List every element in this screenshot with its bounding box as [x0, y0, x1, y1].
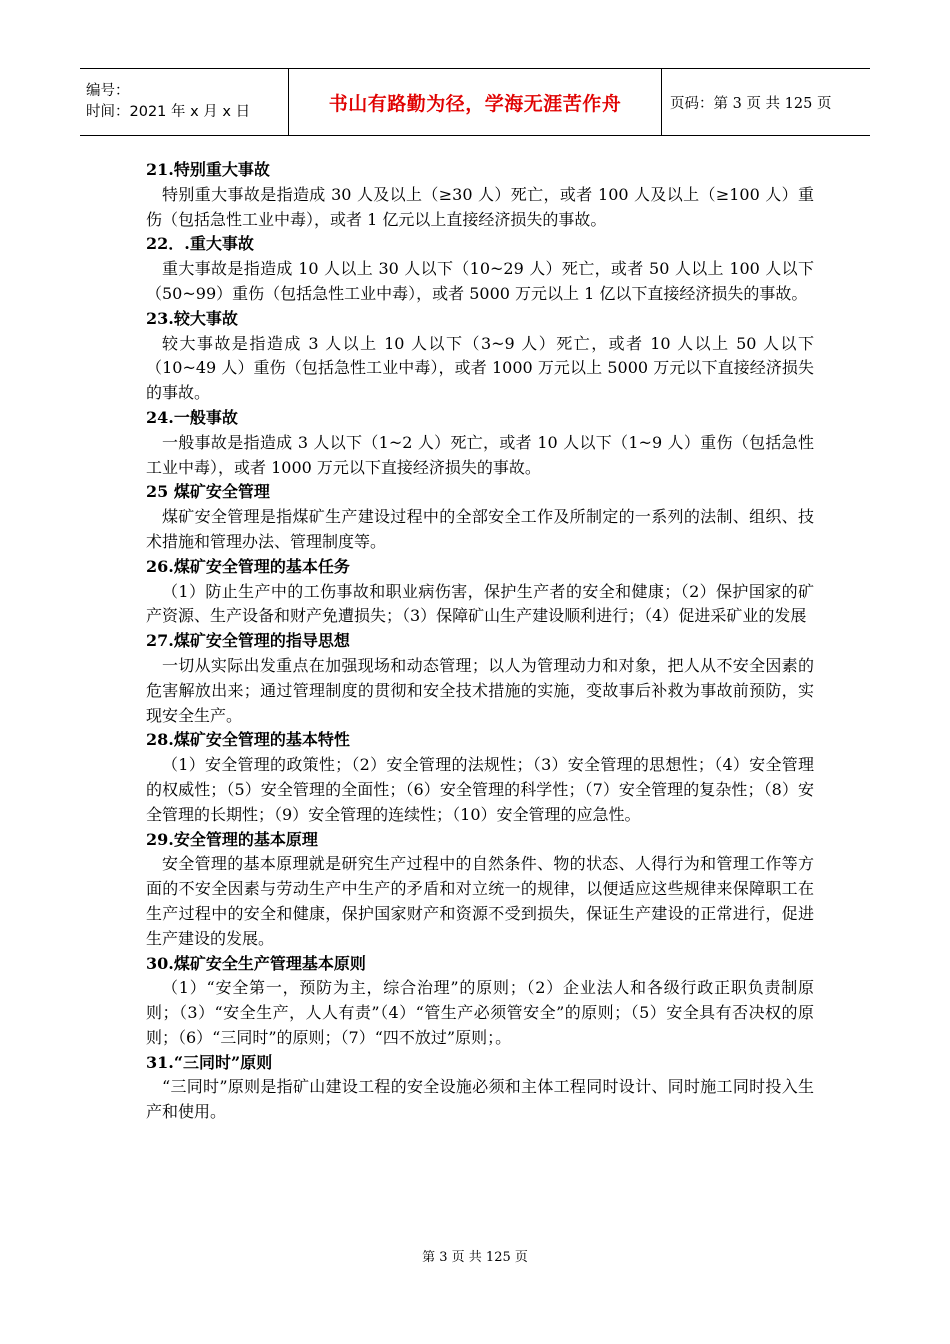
section: [146, 406, 814, 480]
header-motto-cell: [289, 69, 662, 136]
section: [146, 828, 814, 952]
section-body: （1）防止生产中的工伤事故和职业病伤害，保护生产者的安全和健康；（2）保护国家的矿产资源、生产设备和财产免遭损失；（3）保障矿山生产建设顺利进行；（4）促进采矿业的发展: [146, 581, 814, 626]
section: [146, 728, 814, 827]
section-body: “三同时”原则是指矿山建设工程的安全设施必须和主体工程同时设计、同时施工同时投入生产和使用。: [146, 1077, 814, 1122]
section: [146, 480, 814, 554]
section-heading: 28.煤矿安全管理的基本特性: [146, 730, 350, 750]
section-body: 特别重大事故是指造成 30 人及以上（≥30 人）死亡，或者 100 人及以上（≥100 人）重伤（包括急性工业中毒），或者 1 亿元以上直接经济损失的事故。: [146, 184, 814, 229]
section: [146, 232, 814, 306]
document-date: 时间：2021 年 x 月 x 日: [86, 104, 251, 120]
header-meta: [80, 69, 289, 136]
section-body: 煤矿安全管理是指煤矿生产建设过程中的全部安全工作及所制定的一系列的法制、组织、技术措施和管理办法、管理制度等。: [146, 507, 814, 551]
section-heading: 23.较大事故: [146, 308, 238, 328]
section: [146, 629, 814, 728]
section-body: （1）“安全第一，预防为主，综合治理”的原则；（2）企业法人和各级行政正职负责制原则；（3）“安全生产，人人有责”（4）“管生产必须管安全”的原则；（5）安全具有否决权的原则；（6）“三同时”的原则；（7）“四不放过”原则；。: [146, 978, 814, 1047]
section-body: 一切从实际出发重点在加强现场和动态管理；以人为管理动力和对象，把人从不安全因素的危害解放出来；通过管理制度的贯彻和安全技术措施的实施，变故事后补救为事故前预防，实现安全生产。: [146, 655, 814, 725]
section-heading: 31.“三同时”原则: [146, 1052, 273, 1072]
section-heading: 27.煤矿安全管理的指导思想: [146, 631, 350, 651]
section-body: 较大事故是指造成 3 人以上 10 人以下（3~9 人）死亡，或者 10 人以上 50 人以下（10~49 人）重伤（包括急性工业中毒），或者 1000 万元以上 5000 万元以下直接经济损失的事故。: [146, 333, 814, 403]
document-header: [80, 68, 870, 136]
section-heading: 21.特别重大事故: [146, 160, 270, 179]
header-motto: 书山有路勤为径，学海无涯苦作舟: [328, 92, 622, 115]
section-heading: 26.煤矿安全管理的基本任务: [146, 556, 350, 576]
section-body: 重大事故是指造成 10 人以上 30 人以下（10~29 人）死亡，或者 50 人以上 100 人以下（50~99）重伤（包括急性工业中毒），或者 5000 万元以上 1 亿以下直接经济损失的事故。: [146, 259, 814, 303]
document-body: [146, 158, 814, 1125]
section: [146, 307, 814, 406]
section-heading: 25 煤矿安全管理: [146, 482, 270, 502]
section: [146, 1051, 814, 1125]
section-body: （1）安全管理的政策性；（2）安全管理的法规性；（3）安全管理的思想性；（4）安全管理的权威性；（5）安全管理的全面性；（6）安全管理的科学性；（7）安全管理的复杂性；（8）安全管理的长期性；（9）安全管理的连续性；（10）安全管理的应急性。: [146, 755, 814, 824]
section: [146, 555, 814, 629]
section-body: 安全管理的基本原理就是研究生产过程中的自然条件、物的状态、人得行为和管理工作等方面的不安全因素与劳动生产中生产的矛盾和对立统一的规律，以便适应这些规律来保障职工在生产过程中的安全和健康，保护国家财产和资源不受到损失，保证生产建设的正常进行，促进生产建设的发展。: [146, 854, 814, 948]
header-page-info: 页码：第 3 页 共 125 页: [662, 69, 871, 136]
page-footer: 第 3 页 共 125 页: [422, 1250, 528, 1265]
section: [146, 952, 814, 1051]
section-heading: 30.煤矿安全生产管理基本原则: [146, 953, 366, 973]
section-heading: 24.一般事故: [146, 407, 238, 427]
section-heading: 22．.重大事故: [146, 234, 254, 254]
document-number-label: 编号：: [86, 83, 130, 99]
section-body: 一般事故是指造成 3 人以下（1~2 人）死亡，或者 10 人以下（1~9 人）重伤（包括急性工业中毒），或者 1000 万元以下直接经济损失的事故。: [146, 432, 814, 477]
section-heading: 29.安全管理的基本原理: [146, 829, 318, 849]
section: [146, 158, 814, 232]
